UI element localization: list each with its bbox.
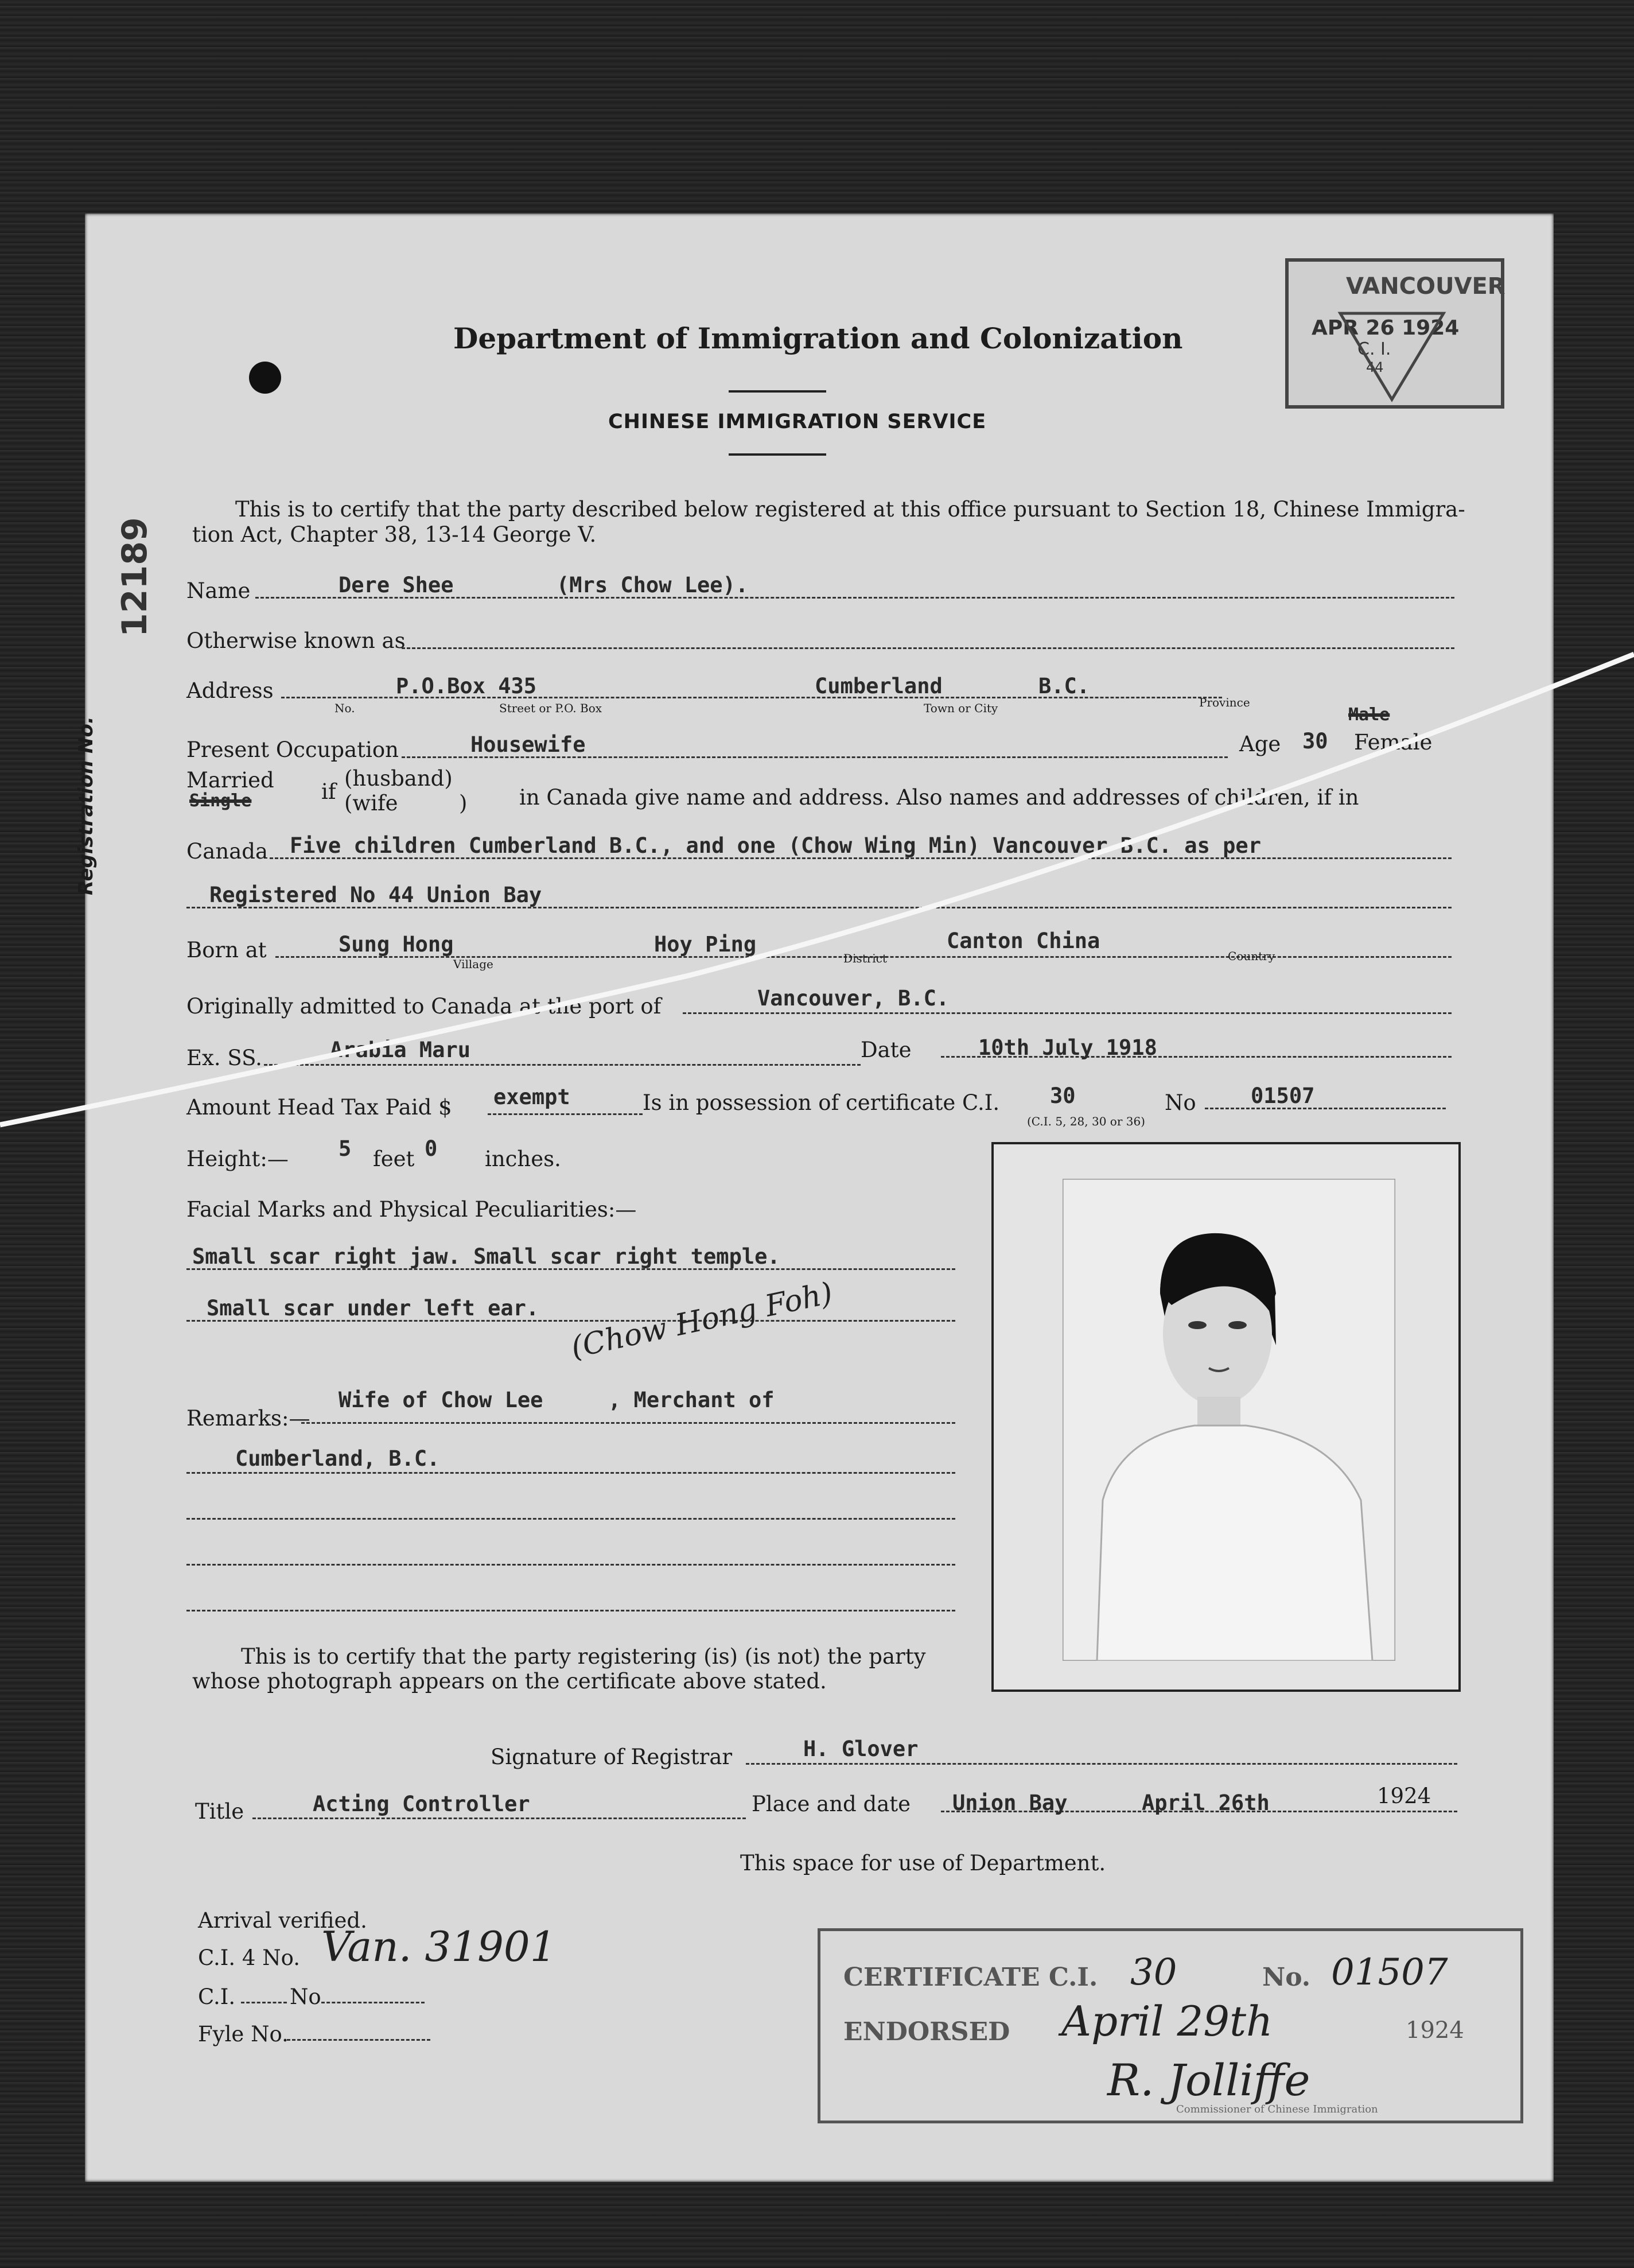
stamp-triangle-icon	[1335, 308, 1449, 405]
date-value: 10th July 1918	[978, 1035, 1157, 1060]
born-district: Hoy Ping	[654, 932, 757, 957]
height-feet: 5	[339, 1136, 352, 1161]
address-province-caption: Province	[1199, 696, 1250, 709]
remarks-line-1	[301, 1422, 955, 1424]
endorsed-year: 1924	[1406, 2017, 1464, 2044]
address-value: P.O.Box 435	[396, 674, 537, 698]
endorsement-stamp	[818, 1928, 1523, 2123]
born-label: Born at	[186, 938, 267, 962]
wife-label: (wife	[344, 791, 398, 815]
ship-label: Ex. SS.	[186, 1046, 262, 1070]
department-use-label: This space for use of Department.	[740, 1851, 1106, 1875]
ship-value: Arabia Maru	[330, 1038, 471, 1062]
service-title: CHINESE IMMIGRATION SERVICE	[608, 410, 987, 433]
children-value-2: Registered No 44 Union Bay	[209, 883, 542, 907]
endorsed-label: ENDORSED	[843, 2017, 1010, 2046]
fyle-label: Fyle No.	[198, 2022, 289, 2046]
facial-label: Facial Marks and Physical Peculiarities:—	[186, 1197, 637, 1222]
remarks-line-5	[186, 1610, 955, 1611]
signature-label: Signature of Registrar	[491, 1745, 733, 1769]
born-village: Sung Hong	[339, 932, 454, 957]
remarks-label: Remarks:—	[186, 1406, 310, 1431]
remarks-handwriting: (Chow Hong Foh)	[568, 1276, 836, 1365]
name-label: Name	[186, 578, 251, 603]
remarks-value-1b: , Merchant of	[608, 1388, 775, 1412]
address-street-caption: Street or P.O. Box	[499, 701, 602, 715]
remarks-value-1: Wife of Chow Lee	[339, 1388, 543, 1412]
inches-label: inches.	[485, 1147, 561, 1171]
place-label: Place and date	[752, 1792, 911, 1816]
registration-number: 12189	[115, 517, 155, 637]
receipt-stamp	[1285, 258, 1504, 409]
place-value: Union Bay	[952, 1791, 1068, 1815]
endorsed-date: April 29th	[1061, 1997, 1273, 2045]
admitted-value: Vancouver, B.C.	[757, 986, 950, 1011]
endorsement-caption: Commissioner of Chinese Immigration	[1176, 2103, 1378, 2115]
document-crease	[0, 631, 1634, 1148]
certify-line-2: whose photograph appears on the certificate above stated.	[192, 1669, 827, 1694]
ci-line	[241, 2002, 287, 2003]
certify-line-1: This is to certify that the party registering (is) (is not) the party	[241, 1644, 926, 1669]
address-label: Address	[186, 678, 274, 703]
ci-no-line-dept	[321, 2002, 425, 2003]
photo-frame	[991, 1142, 1461, 1692]
fyle-line	[287, 2039, 430, 2041]
wife-close: )	[459, 791, 468, 815]
husband-label: (husband)	[344, 766, 453, 791]
header-rule-top	[729, 390, 826, 393]
sex-struck: Male	[1348, 705, 1390, 725]
cert-label: CERTIFICATE C.I.	[843, 1963, 1098, 1992]
age-value: 30	[1302, 729, 1328, 754]
address-town: Cumberland	[815, 674, 943, 698]
ci-label: C.I.	[198, 1984, 236, 2009]
otherwise-label: Otherwise known as	[186, 628, 406, 653]
ci-value: 30	[1050, 1083, 1076, 1108]
married-label: Married	[186, 768, 274, 793]
registration-label: Registration No.	[75, 716, 98, 895]
occupation-value: Housewife	[470, 732, 586, 757]
district-caption: District	[843, 952, 887, 965]
feet-label: feet	[373, 1147, 415, 1171]
name-alias: (Mrs Chow Lee).	[557, 573, 749, 597]
occupation-label: Present Occupation	[186, 737, 399, 762]
ci-no-label-dept: No	[290, 1984, 321, 2009]
married-text: in Canada give name and address. Also names and addresses of children, if in	[519, 785, 1359, 810]
facial-value-1: Small scar right jaw. Small scar right temple.	[192, 1244, 780, 1269]
remarks-line-4	[186, 1564, 955, 1566]
ci-no-label: No	[1165, 1090, 1196, 1115]
canada-label: Canada	[186, 839, 269, 864]
village-caption: Village	[453, 957, 493, 971]
title-value: Acting Controller	[313, 1792, 530, 1816]
age-label: Age	[1239, 732, 1281, 756]
stamp-port: VANCOUVER	[1346, 273, 1505, 300]
title-line	[252, 1817, 746, 1819]
single-struck: Single	[189, 791, 252, 811]
ci-no-value: 01507	[1251, 1083, 1315, 1108]
header-rule-bottom	[729, 453, 826, 456]
endorsement-signature: R. Jolliffe	[1107, 2055, 1310, 2106]
arrival-label: Arrival verified.	[198, 1908, 367, 1933]
cert-no-label: No.	[1262, 1963, 1311, 1992]
address-town-caption: Town or City	[924, 701, 998, 715]
stamp-number: 44	[1366, 359, 1384, 375]
address-province: B.C.	[1038, 674, 1090, 698]
sex-value: Female	[1354, 730, 1433, 755]
intro-line-1: This is to certify that the party described below registered at this office pursuant to Section 18, Chinese Immigra-	[235, 497, 1465, 522]
headtax-value: exempt	[493, 1085, 570, 1109]
signature-date: April 26th	[1142, 1791, 1270, 1815]
signature-line	[746, 1763, 1457, 1765]
date-label: Date	[861, 1038, 912, 1062]
ci-caption: (C.I. 5, 28, 30 or 36)	[1027, 1114, 1145, 1128]
possession-label: Is in possession of certificate C.I.	[643, 1090, 1000, 1115]
if-label: if	[321, 779, 336, 804]
title-label: Title	[195, 1799, 244, 1824]
address-no-caption: No.	[334, 701, 355, 715]
punch-hole	[249, 362, 281, 394]
cert-ci: 30	[1130, 1951, 1177, 1994]
born-country: Canton China	[947, 929, 1100, 953]
signature-value: H. Glover	[803, 1737, 919, 1761]
portrait-photo-icon	[1063, 1179, 1395, 1661]
children-value-1: Five children Cumberland B.C., and one (Chow Wing Min) Vancouver B.C. as per	[290, 833, 1261, 858]
admitted-label: Originally admitted to Canada at the port of	[186, 994, 662, 1019]
country-caption: Country	[1228, 949, 1275, 963]
signature-year: 1924	[1377, 1784, 1431, 1808]
department-title: Department of Immigration and Colonization	[453, 321, 1183, 355]
remarks-value-2: Cumberland, B.C.	[235, 1446, 440, 1471]
height-label: Height:—	[186, 1147, 289, 1171]
remarks-line-2	[186, 1472, 955, 1474]
ci4-label: C.I. 4 No.	[198, 1945, 300, 1970]
height-inches: 0	[425, 1136, 438, 1161]
ci4-value: Van. 31901	[321, 1923, 557, 1971]
intro-line-2: tion Act, Chapter 38, 13-14 George V.	[192, 522, 597, 547]
remarks-line-3	[186, 1518, 955, 1520]
stamp-date: APR 26 1924	[1312, 316, 1460, 340]
facial-value-2: Small scar under left ear.	[207, 1296, 539, 1321]
cert-no: 01507	[1331, 1951, 1448, 1994]
stamp-code: C. I.	[1357, 339, 1391, 359]
name-value: Dere Shee	[339, 573, 454, 597]
headtax-label: Amount Head Tax Paid $	[186, 1095, 452, 1120]
